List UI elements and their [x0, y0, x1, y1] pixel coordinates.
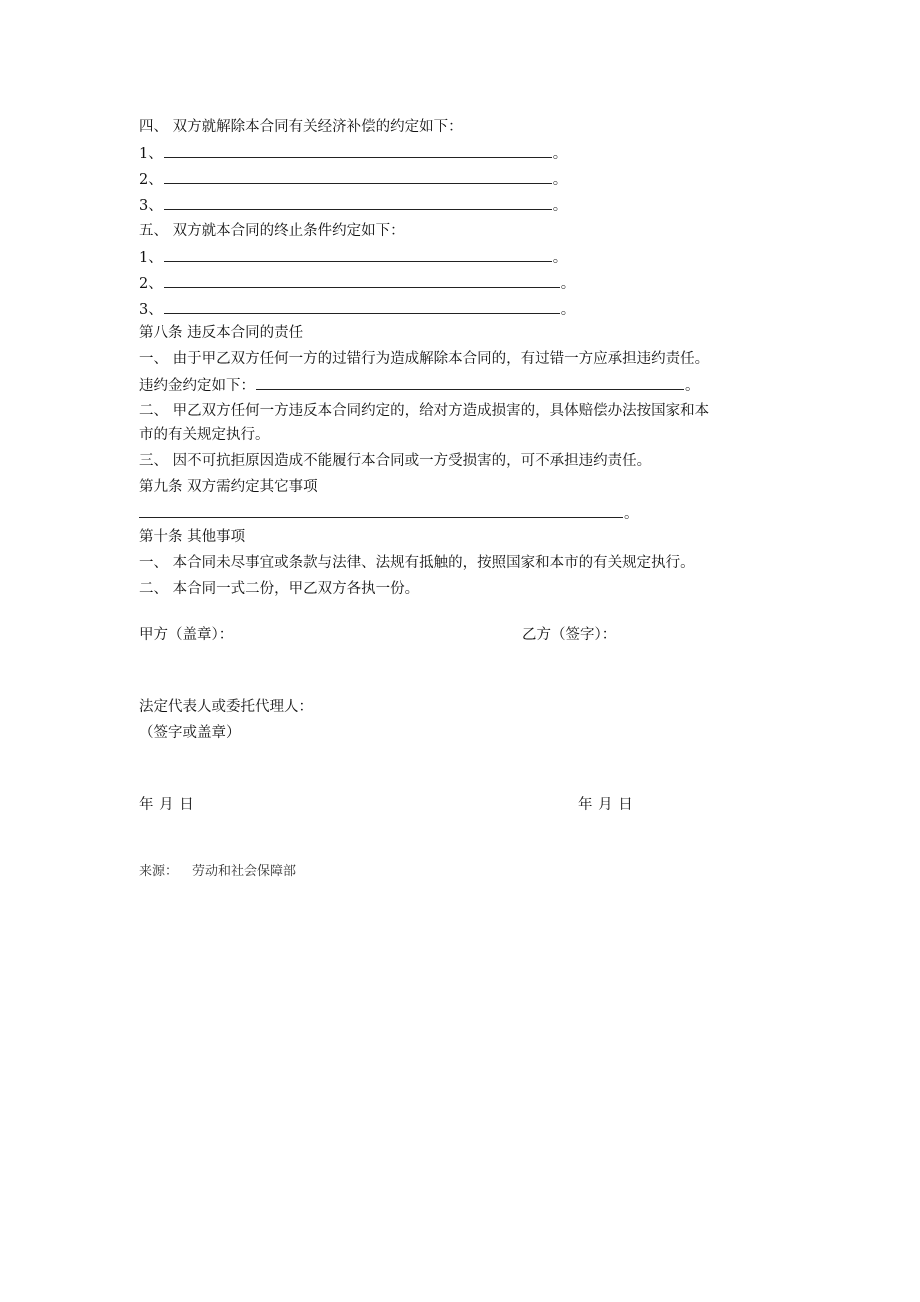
item-end: 。: [552, 250, 568, 266]
item-end: 。: [552, 146, 568, 162]
section4-item-2: [139, 170, 567, 189]
section5-heading: 五、 双方就本合同的终止条件约定如下：: [139, 223, 405, 239]
sign-or-seal-note: （签字或盖章）: [139, 725, 241, 741]
fill-blank[interactable]: [164, 274, 560, 288]
item-end: 。: [560, 302, 576, 318]
item-number: 3、: [139, 198, 163, 214]
article8-clause3: 三、 因不可抗拒原因造成不能履行本合同或一方受损害的，可不承担违约责任。: [139, 453, 652, 469]
item-number: 1、: [139, 146, 163, 162]
penalty-blank[interactable]: [256, 376, 684, 390]
article10-title: 第十条 其他事项: [139, 529, 246, 545]
section5-item-2: [139, 274, 575, 293]
article10-clause2: 二、 本合同一式二份，甲乙双方各执一份。: [139, 581, 420, 597]
item-number: 3、: [139, 302, 163, 318]
blank-end: 。: [624, 506, 639, 522]
source-line: [139, 864, 296, 880]
item-end: 。: [552, 198, 568, 214]
source-value: 劳动和社会保障部: [192, 864, 297, 879]
fill-blank[interactable]: [164, 300, 560, 314]
section5-item-1: [139, 248, 567, 267]
item-number: 2、: [139, 276, 163, 292]
article8-clause2-line2: 市的有关规定执行。: [139, 427, 270, 443]
article8-penalty-line: [139, 376, 700, 395]
article10-clause1: 一、 本合同未尽事宜或条款与法律、法规有抵触的，按照国家和本市的有关规定执行。: [139, 555, 695, 571]
section4-heading: 四、 双方就解除本合同有关经济补偿的约定如下：: [139, 119, 463, 135]
item-number: 2、: [139, 172, 163, 188]
section4-item-3: [139, 196, 567, 215]
fill-blank[interactable]: [164, 144, 552, 158]
fill-blank[interactable]: [164, 170, 552, 184]
item-end: 。: [560, 276, 576, 292]
fill-blank[interactable]: [164, 248, 552, 262]
article8-clause1: 一、 由于甲乙双方任何一方的过错行为造成解除本合同的，有过错一方应承担违约责任。: [139, 351, 710, 367]
source-label: 来源：: [139, 864, 179, 879]
party-a-seal: 甲方（盖章）：: [139, 627, 234, 643]
penalty-end: 。: [685, 378, 700, 394]
item-number: 1、: [139, 250, 163, 266]
date-party-a: 年 月 日: [139, 797, 195, 813]
other-matters-blank[interactable]: [139, 504, 623, 518]
article8-clause2-line1: 二、 甲乙双方任何一方违反本合同约定的，给对方造成损害的，具体赔偿办法按国家和本: [139, 403, 710, 419]
legal-representative: 法定代表人或委托代理人：: [139, 699, 313, 715]
article8-title: 第八条 违反本合同的责任: [139, 325, 304, 341]
date-party-b: 年 月 日: [578, 797, 634, 813]
penalty-label: 违约金约定如下：: [139, 378, 255, 394]
section4-item-1: [139, 144, 567, 163]
article9-title: 第九条 双方需约定其它事项: [139, 479, 318, 495]
article9-blank-line: [139, 504, 639, 523]
fill-blank[interactable]: [164, 196, 552, 210]
item-end: 。: [552, 172, 568, 188]
section5-item-3: [139, 300, 575, 319]
party-b-sign: 乙方（签字）：: [522, 627, 617, 643]
